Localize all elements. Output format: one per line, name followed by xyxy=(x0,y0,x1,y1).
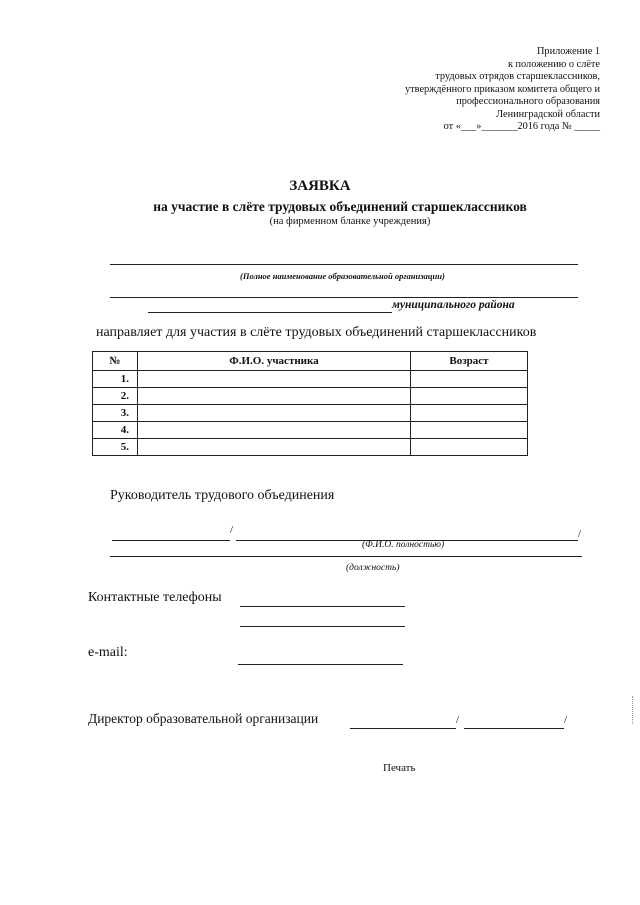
table-header-row xyxy=(93,352,528,371)
participants-table xyxy=(92,351,528,456)
email-label: e-mail: xyxy=(88,645,128,660)
row-number: 5. xyxy=(93,439,138,456)
stamp-label: Печать xyxy=(383,762,416,774)
org-name-line-1[interactable] xyxy=(110,264,578,265)
letterhead-note: (на фирменном бланке учреждения) xyxy=(269,216,431,227)
col-number-header: № xyxy=(93,352,138,371)
leader-slash-1: / xyxy=(230,524,234,536)
appendix-line: трудовых отрядов старшеклассников, xyxy=(435,71,600,82)
district-label: муниципального района xyxy=(392,299,515,311)
participant-age-cell[interactable] xyxy=(411,388,528,405)
appendix-line: к положению о слёте xyxy=(507,58,600,70)
director-label: Директор образовательной организации xyxy=(88,711,319,726)
table-row xyxy=(93,439,528,456)
leader-signature-line[interactable] xyxy=(112,540,230,541)
leader-slash-2: / xyxy=(578,528,582,540)
director-signature-line[interactable] xyxy=(350,728,456,729)
table-row xyxy=(93,371,528,388)
appendix-line: утверждённого приказом комитета общего и xyxy=(405,83,600,95)
col-name-header: Ф.И.О. участника xyxy=(138,352,411,371)
appendix-line: профессионального образования xyxy=(456,96,600,107)
document-subtitle: на участие в слёте трудовых объединений старшеклассников xyxy=(153,199,527,214)
col-age-header: Возраст xyxy=(411,352,528,371)
director-fullname-line[interactable] xyxy=(464,728,564,729)
org-name-line-2[interactable] xyxy=(110,297,578,298)
document-title: ЗАЯВКА xyxy=(289,178,351,194)
table-row xyxy=(93,388,528,405)
participant-name-cell[interactable] xyxy=(138,405,411,422)
appendix-line: Приложение 1 xyxy=(537,46,600,57)
participant-age-cell[interactable] xyxy=(411,371,528,388)
phone-line-2[interactable] xyxy=(240,626,405,627)
leader-title: Руководитель трудового объединения xyxy=(110,488,335,503)
appendix-line: Ленинградской области xyxy=(496,108,600,120)
position-caption: (должность) xyxy=(346,563,400,573)
participant-age-cell[interactable] xyxy=(411,422,528,439)
participant-age-cell[interactable] xyxy=(411,405,528,422)
table-row xyxy=(93,422,528,439)
director-slash-2: / xyxy=(564,714,568,726)
participant-name-cell[interactable] xyxy=(138,388,411,405)
participant-age-cell[interactable] xyxy=(411,439,528,456)
participant-name-cell[interactable] xyxy=(138,439,411,456)
director-slash-1: / xyxy=(456,714,460,726)
district-line[interactable] xyxy=(148,312,392,313)
leader-position-line[interactable] xyxy=(110,556,582,557)
fio-caption: (Ф.И.О. полностью) xyxy=(362,540,445,550)
row-number: 4. xyxy=(93,422,138,439)
sends-text: направляет для участия в слёте трудовых объединений старшеклассников xyxy=(96,325,537,340)
phones-label: Контактные телефоны xyxy=(88,590,222,605)
participant-name-cell[interactable] xyxy=(138,422,411,439)
row-number: 2. xyxy=(93,388,138,405)
email-line[interactable] xyxy=(238,664,403,665)
appendix-block xyxy=(340,46,600,134)
row-number: 1. xyxy=(93,371,138,388)
row-number: 3. xyxy=(93,405,138,422)
scan-edge-mark xyxy=(632,696,639,724)
org-name-caption: (Полное наименование образовательной организации) xyxy=(240,271,445,281)
phone-line-1[interactable] xyxy=(240,606,405,607)
appendix-line: от «___»_______2016 года № _____ xyxy=(443,121,600,132)
table-row xyxy=(93,405,528,422)
participant-name-cell[interactable] xyxy=(138,371,411,388)
